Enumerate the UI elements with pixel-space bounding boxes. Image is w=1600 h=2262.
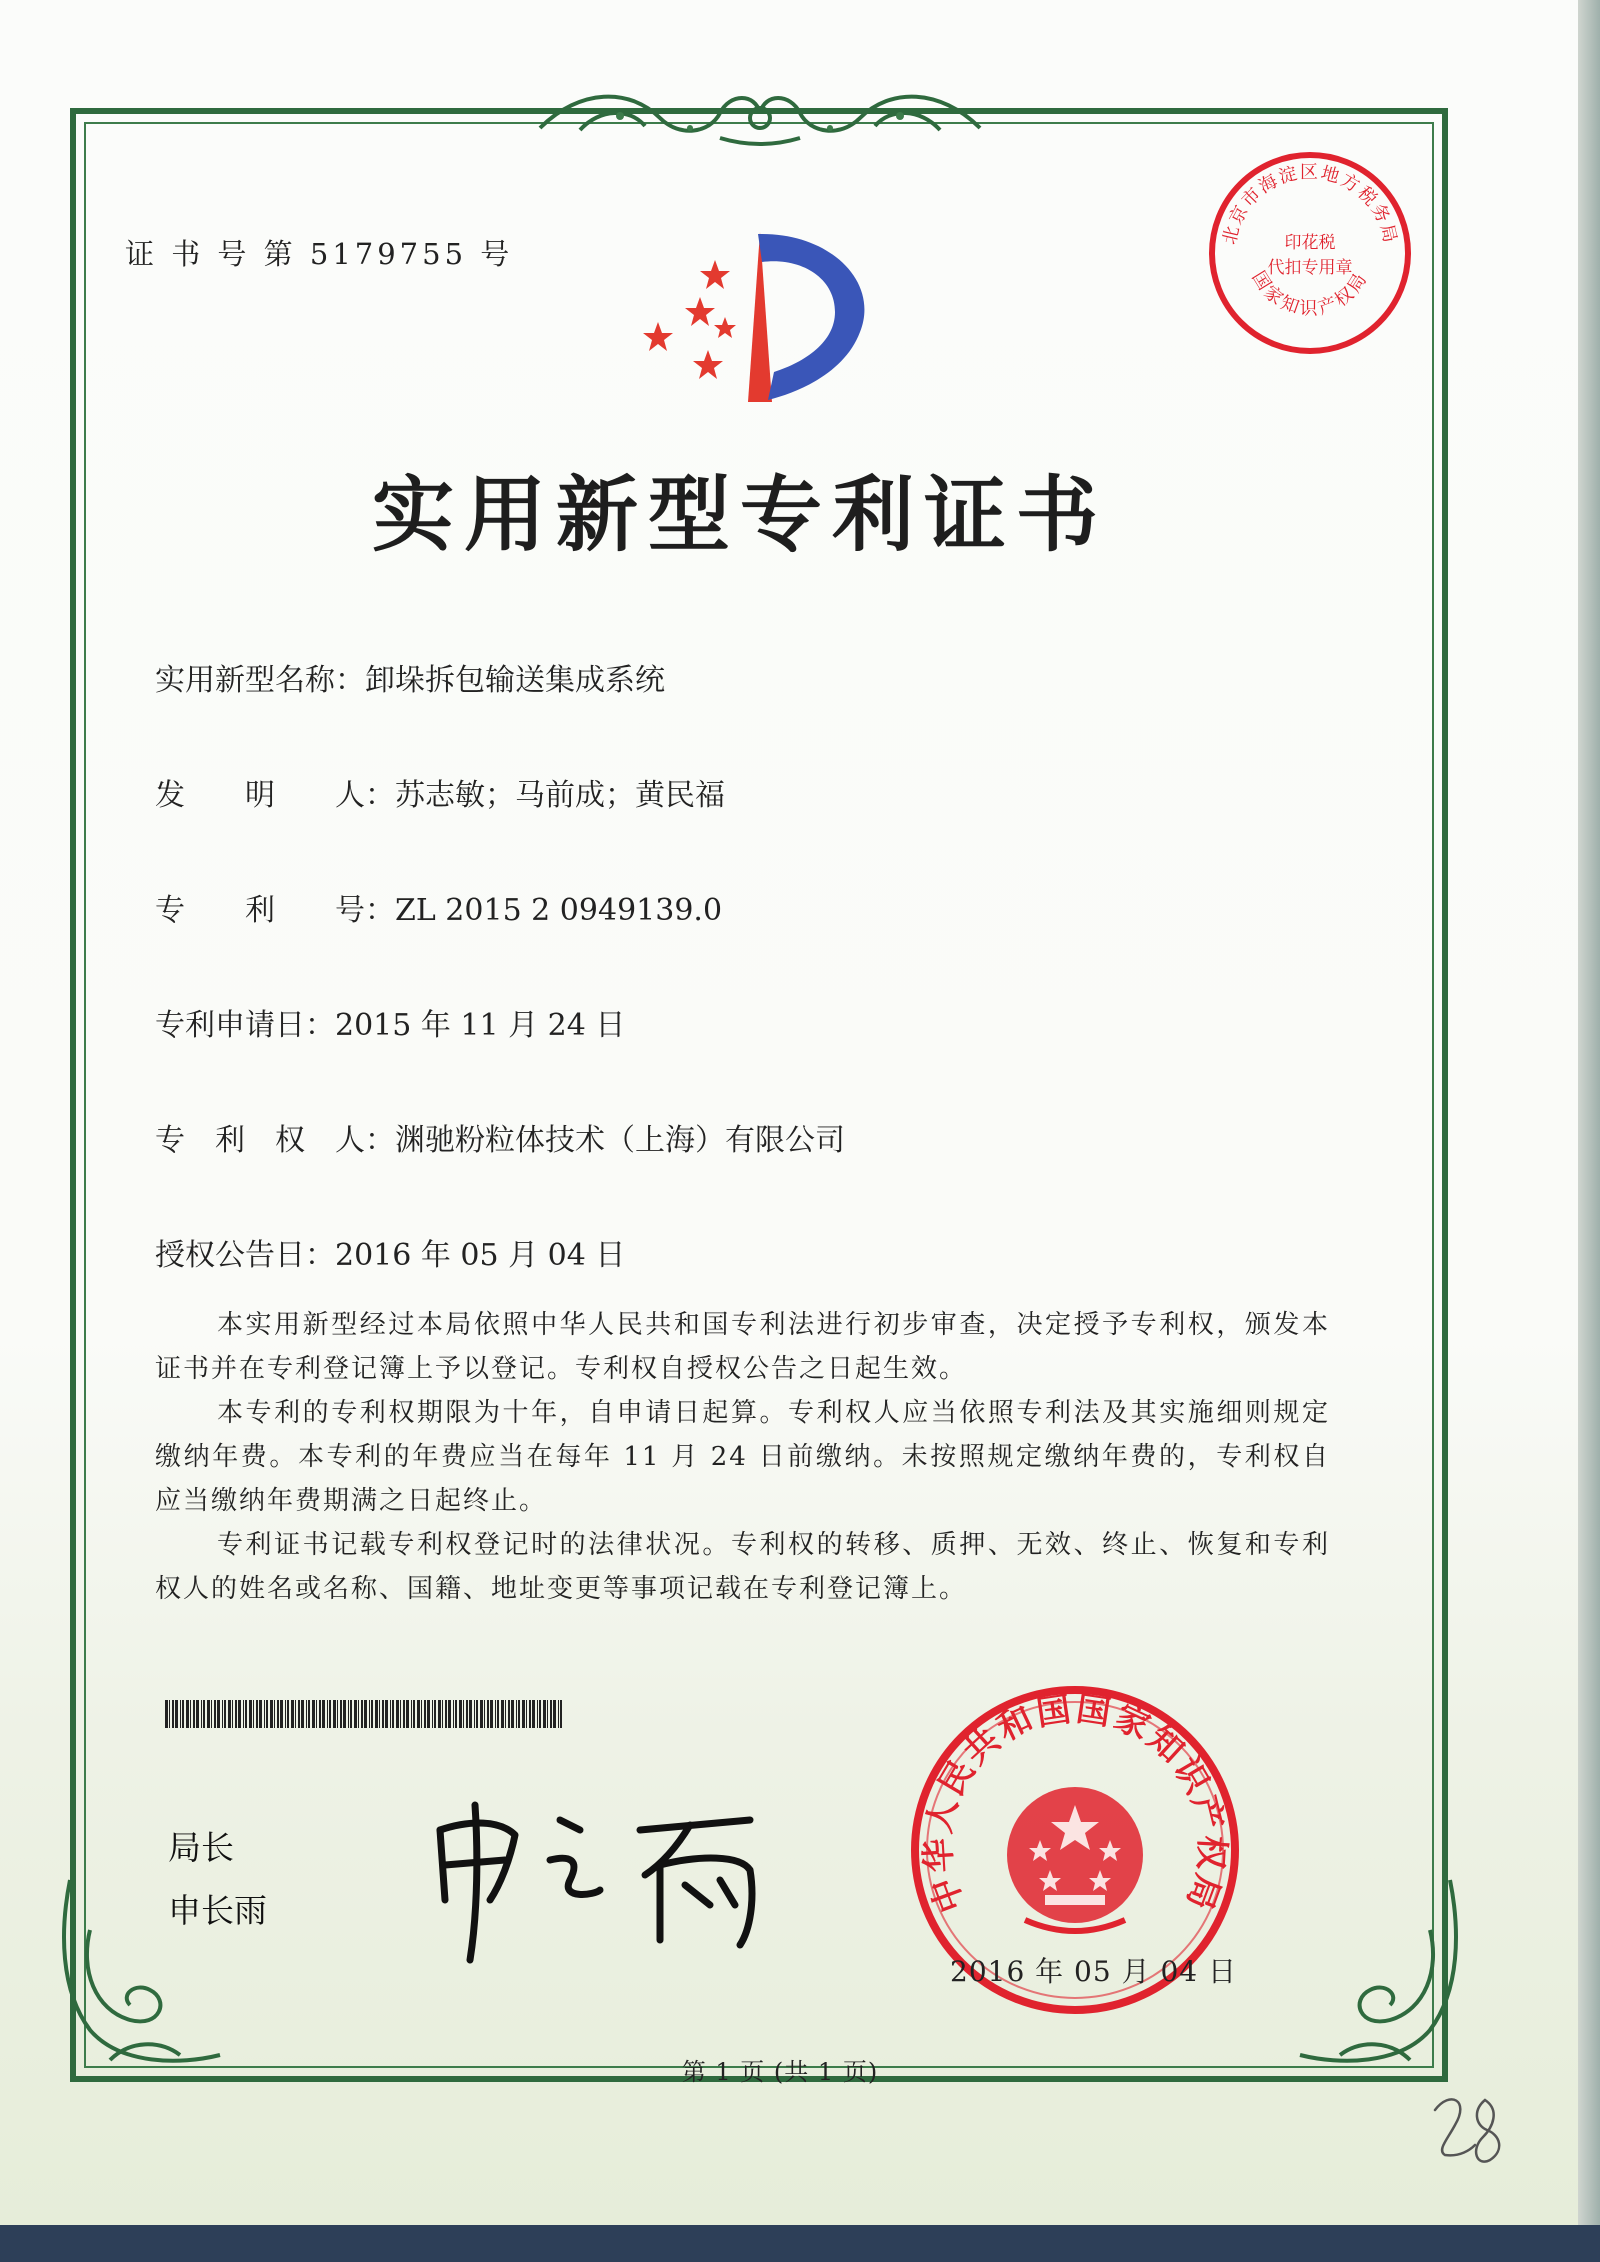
certificate-number: 证 书 号 第 5179755 号 bbox=[125, 237, 514, 271]
barcode-bar bbox=[501, 1700, 504, 1728]
field-patentee: 专 利 权 人：渊驰粉粒体技术（上海）有限公司 bbox=[155, 1123, 845, 1158]
barcode-bar bbox=[228, 1700, 231, 1728]
barcode-bar bbox=[280, 1700, 283, 1728]
barcode-bar bbox=[421, 1700, 422, 1728]
barcode-bar bbox=[413, 1700, 415, 1728]
barcode-bar bbox=[201, 1700, 202, 1728]
barcode-bar bbox=[322, 1700, 325, 1728]
barcode-bar bbox=[518, 1700, 520, 1728]
barcode-bar bbox=[238, 1700, 241, 1728]
barcode-bar bbox=[417, 1700, 420, 1728]
barcode-bar bbox=[217, 1700, 220, 1728]
barcode-bar bbox=[484, 1700, 485, 1728]
barcode-bar bbox=[466, 1700, 468, 1728]
barcode-bar bbox=[295, 1700, 296, 1728]
barcode-bar bbox=[274, 1700, 275, 1728]
barcode-bar bbox=[235, 1700, 237, 1728]
barcode-bar bbox=[329, 1700, 331, 1728]
barcode-bar bbox=[403, 1700, 405, 1728]
barcode-bar bbox=[539, 1700, 541, 1728]
scan-background-strip bbox=[0, 2225, 1600, 2262]
certificate-body-text bbox=[155, 1303, 1330, 1611]
barcode-bar bbox=[327, 1700, 328, 1728]
barcode-bar bbox=[511, 1700, 514, 1728]
barcode-bar bbox=[547, 1700, 548, 1728]
field-utility-model-name: 实用新型名称：卸垛拆包输送集成系统 bbox=[155, 663, 665, 698]
barcode-bar bbox=[266, 1700, 268, 1728]
handwritten-page-mark-icon bbox=[1425, 2085, 1515, 2175]
barcode-bar bbox=[369, 1700, 370, 1728]
barcode-bar bbox=[445, 1700, 447, 1728]
barcode-bar bbox=[165, 1700, 168, 1728]
barcode-bar bbox=[350, 1700, 352, 1728]
barcode-bar bbox=[532, 1700, 535, 1728]
field-inventors: 发 明 人：苏志敏；马前成；黄民福 bbox=[155, 778, 725, 813]
barcode-bar bbox=[232, 1700, 233, 1728]
barcode-bar bbox=[222, 1700, 223, 1728]
barcode-bar bbox=[516, 1700, 517, 1728]
field-application-date: 专利申请日：2015 年 11 月 24 日 bbox=[155, 1008, 626, 1043]
seal-main-text: 中华人民共和国国家知识产权局 bbox=[918, 1688, 1232, 1918]
barcode-bar bbox=[291, 1700, 294, 1728]
field-value: 苏志敏；马前成；黄民福 bbox=[395, 778, 725, 813]
barcode-bar bbox=[558, 1700, 559, 1728]
barcode-bar bbox=[364, 1700, 367, 1728]
barcode-bar bbox=[385, 1700, 388, 1728]
barcode-bar bbox=[270, 1700, 273, 1728]
barcode-bar bbox=[169, 1700, 170, 1728]
seal-date: 2016 年 05 月 04 日 bbox=[950, 1955, 1238, 1988]
barcode-bar bbox=[207, 1700, 210, 1728]
barcode-bar bbox=[553, 1700, 556, 1728]
barcode-bar bbox=[490, 1700, 493, 1728]
field-value: 卸垛拆包输送集成系统 bbox=[365, 663, 665, 698]
barcode-bar bbox=[190, 1700, 191, 1728]
barcode-bar bbox=[432, 1700, 433, 1728]
barcode-bar bbox=[406, 1700, 409, 1728]
barcode-bar bbox=[259, 1700, 262, 1728]
barcode-bar bbox=[438, 1700, 441, 1728]
body-paragraph: 本专利的专利权期限为十年，自申请日起算。专利权人应当依照专利法及其实施细则规定缴纳年费。本专利的年费应当在每年 11 月 24 日前缴纳。未按照规定缴纳年费的，专利权自应当缴纳年费期满之日起终止。 bbox=[155, 1398, 1330, 1516]
barcode-bar bbox=[560, 1700, 562, 1728]
barcode-bar bbox=[196, 1700, 199, 1728]
tax-stamp-seal-icon bbox=[1205, 148, 1415, 358]
barcode-bar bbox=[448, 1700, 451, 1728]
barcode-bar bbox=[543, 1700, 546, 1728]
barcode-bar bbox=[550, 1700, 552, 1728]
barcode-bar bbox=[382, 1700, 384, 1728]
barcode-bar bbox=[537, 1700, 538, 1728]
director-title: 局长 bbox=[168, 1828, 234, 1867]
barcode-bar bbox=[224, 1700, 226, 1728]
barcode-bar bbox=[306, 1700, 307, 1728]
barcode-bar bbox=[340, 1700, 342, 1728]
barcode-bar bbox=[180, 1700, 181, 1728]
barcode-bar bbox=[243, 1700, 244, 1728]
barcode-bar bbox=[348, 1700, 349, 1728]
barcode-bar bbox=[463, 1700, 464, 1728]
barcode-bar bbox=[497, 1700, 499, 1728]
barcode-bar bbox=[245, 1700, 247, 1728]
barcode-bar bbox=[469, 1700, 472, 1728]
barcode-bar bbox=[308, 1700, 310, 1728]
barcode-bar bbox=[172, 1700, 174, 1728]
seal-small-outer-text: 北京市海淀区地方税务局 bbox=[1219, 162, 1401, 247]
field-value: 2016 年 05 月 04 日 bbox=[335, 1238, 626, 1273]
field-value: 2015 年 11 月 24 日 bbox=[335, 1008, 626, 1043]
barcode-bar bbox=[264, 1700, 265, 1728]
barcode-bar bbox=[474, 1700, 475, 1728]
barcode-bar bbox=[312, 1700, 315, 1728]
barcode-bar bbox=[427, 1700, 430, 1728]
field-grant-announcement-date: 授权公告日：2016 年 05 月 04 日 bbox=[155, 1238, 626, 1273]
barcode-bar bbox=[319, 1700, 321, 1728]
barcode-bar bbox=[411, 1700, 412, 1728]
barcode-bar bbox=[182, 1700, 184, 1728]
barcode-bar bbox=[214, 1700, 216, 1728]
barcode-bar bbox=[203, 1700, 205, 1728]
barcode-bar bbox=[480, 1700, 483, 1728]
paper-edge bbox=[1578, 0, 1600, 2225]
barcode-bar bbox=[285, 1700, 286, 1728]
barcode-bar bbox=[371, 1700, 373, 1728]
barcode-bar bbox=[343, 1700, 346, 1728]
barcode-bar bbox=[434, 1700, 436, 1728]
barcode-bar bbox=[442, 1700, 443, 1728]
barcode-bar bbox=[301, 1700, 304, 1728]
barcode-bar bbox=[508, 1700, 510, 1728]
barcode-bar bbox=[424, 1700, 426, 1728]
barcode-icon bbox=[165, 1700, 565, 1728]
barcode-bar bbox=[211, 1700, 212, 1728]
seal-small-inner-line1: 印花税 bbox=[1284, 233, 1336, 253]
barcode-bar bbox=[316, 1700, 317, 1728]
barcode-bar bbox=[379, 1700, 380, 1728]
field-patent-number: 专 利 号：ZL 2015 2 0949139.0 bbox=[155, 893, 723, 928]
barcode-bar bbox=[333, 1700, 336, 1728]
barcode-bar bbox=[400, 1700, 401, 1728]
barcode-bar bbox=[487, 1700, 489, 1728]
barcode-bar bbox=[396, 1700, 399, 1728]
barcode-bar bbox=[505, 1700, 506, 1728]
seal-small-inner-line2: 代扣专用章 bbox=[1267, 258, 1353, 278]
barcode-bar bbox=[526, 1700, 527, 1728]
barcode-bar bbox=[358, 1700, 359, 1728]
barcode-bar bbox=[193, 1700, 195, 1728]
barcode-bar bbox=[453, 1700, 454, 1728]
field-value: ZL 2015 2 0949139.0 bbox=[395, 893, 723, 928]
field-value: 渊驰粉粒体技术（上海）有限公司 bbox=[395, 1123, 845, 1158]
body-paragraph: 本实用新型经过本局依照中华人民共和国专利法进行初步审查，决定授予专利权，颁发本证书并在专利登记簿上予以登记。专利权自授权公告之日起生效。 bbox=[155, 1310, 1330, 1384]
bottom-right-ornament-icon bbox=[1290, 1870, 1470, 2070]
barcode-bar bbox=[277, 1700, 279, 1728]
barcode-bar bbox=[459, 1700, 462, 1728]
barcode-bar bbox=[354, 1700, 357, 1728]
barcode-bar bbox=[455, 1700, 457, 1728]
barcode-bar bbox=[361, 1700, 363, 1728]
certificate-title: 实用新型专利证书 bbox=[371, 467, 1108, 563]
barcode-bar bbox=[249, 1700, 252, 1728]
barcode-bar bbox=[256, 1700, 258, 1728]
body-paragraph: 专利证书记载专利权登记时的法律状况。专利权的转移、质押、无效、终止、恢复和专利权人的姓名或名称、国籍、地址变更等事项记载在专利登记簿上。 bbox=[155, 1530, 1330, 1604]
director-signature-icon bbox=[420, 1790, 780, 1970]
barcode-bar bbox=[375, 1700, 378, 1728]
barcode-bar bbox=[529, 1700, 531, 1728]
barcode-bar bbox=[186, 1700, 189, 1728]
barcode-bar bbox=[298, 1700, 300, 1728]
barcode-bar bbox=[253, 1700, 254, 1728]
barcode-bar bbox=[287, 1700, 289, 1728]
barcode-bar bbox=[522, 1700, 525, 1728]
barcode-bar bbox=[337, 1700, 338, 1728]
barcode-bar bbox=[476, 1700, 478, 1728]
barcode-bar bbox=[175, 1700, 178, 1728]
seal-small-bottom-text: 国家知识产权局 bbox=[1247, 267, 1373, 320]
barcode-bar bbox=[392, 1700, 394, 1728]
director-name: 申长雨 bbox=[168, 1891, 267, 1930]
barcode-bar bbox=[390, 1700, 391, 1728]
page-footer: 第 1 页 (共 1 页) bbox=[681, 2058, 879, 2086]
top-ornament-icon bbox=[520, 78, 1000, 150]
barcode-bar bbox=[495, 1700, 496, 1728]
patent-office-logo-icon bbox=[640, 222, 880, 412]
